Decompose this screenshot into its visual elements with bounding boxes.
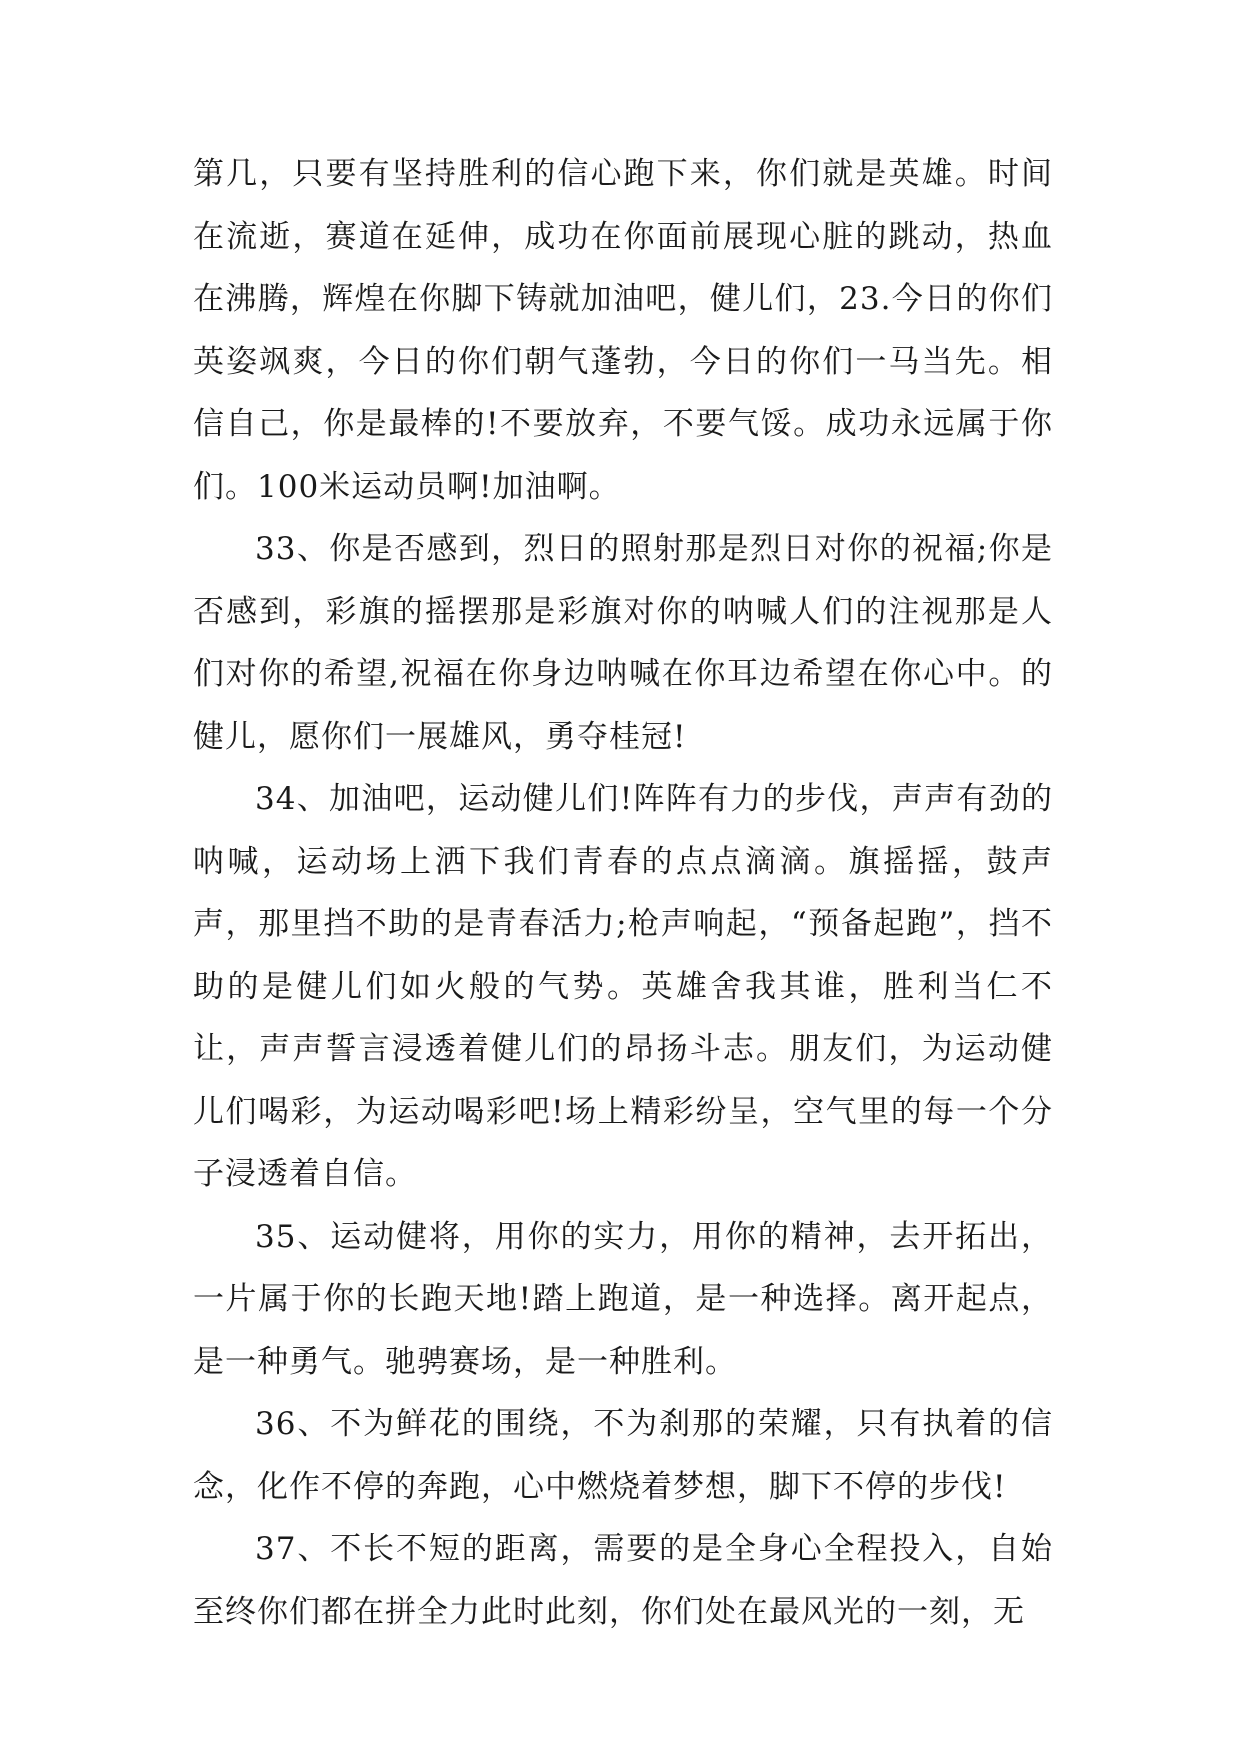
paragraph-36: 36、不为鲜花的围绕，不为刹那的荣耀，只有执着的信念，化作不停的奔跑，心中燃烧着梦想，脚下不停的步伐! <box>193 1406 1053 1505</box>
paragraph-35: 35、运动健将，用你的实力，用你的精神，去开拓出，一片属于你的长跑天地!踏上跑道，是一种选择。离开起点，是一种勇气。驰骋赛场，是一种胜利。 <box>193 1218 1053 1380</box>
paragraph-continued: 第几，只要有坚持胜利的信心跑下来，你们就是英雄。时间在流逝，赛道在延伸，成功在你面前展现心脏的跳动，热血在沸腾，辉煌在你脚下铸就加油吧，健儿们，23.今日的你们英姿飒爽，今日的你们朝气蓬勃，今日的你们一马当先。相信自己，你是最棒的!不要放弃，不要气馁。成功永远属于你们。100米运动员啊!加油啊。 <box>193 156 1053 505</box>
document-body <box>193 143 1053 1643</box>
paragraph-34: 34、加油吧，运动健儿们!阵阵有力的步伐，声声有劲的呐喊，运动场上洒下我们青春的点点滴滴。旗摇摇，鼓声声，那里挡不助的是青春活力;枪声响起，“预备起跑”，挡不助的是健儿们如火般的气势。英雄舍我其谁，胜利当仁不让，声声誓言浸透着健儿们的昂扬斗志。朋友们，为运动健儿们喝彩，为运动喝彩吧!场上精彩纷呈，空气里的每一个分子浸透着自信。 <box>193 781 1053 1192</box>
paragraph-33: 33、你是否感到，烈日的照射那是烈日对你的祝福;你是否感到，彩旗的摇摆那是彩旗对你的呐喊人们的注视那是人们对你的希望,祝福在你身边呐喊在你耳边希望在你心中。的健儿，愿你们一展雄风，勇夺桂冠! <box>193 531 1053 755</box>
paragraph-37: 37、不长不短的距离，需要的是全身心全程投入，自始至终你们都在拼全力此时此刻，你们处在最风光的一刻，无 <box>193 1531 1053 1630</box>
